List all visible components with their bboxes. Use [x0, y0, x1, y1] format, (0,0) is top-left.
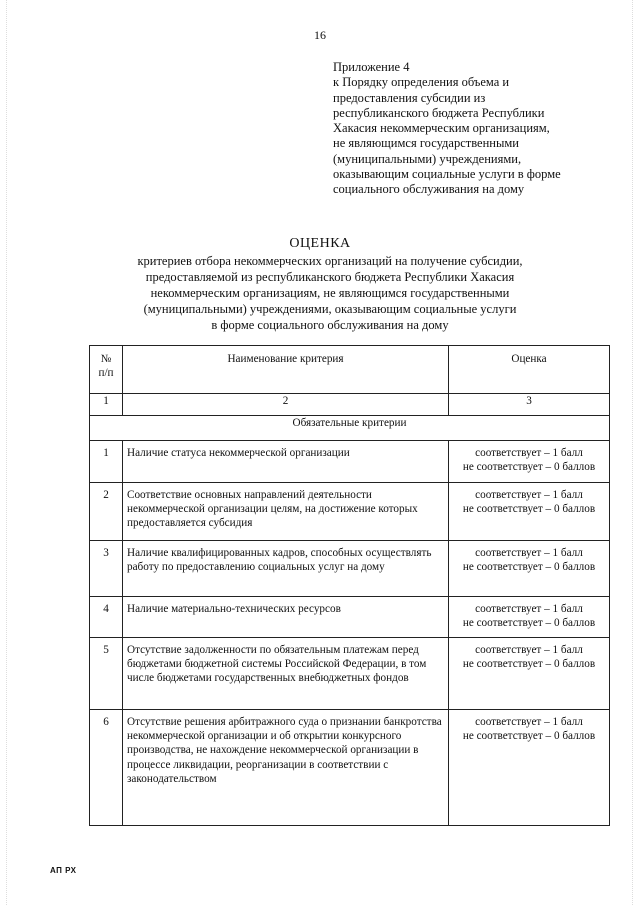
row-criterion: Отсутствие задолженности по обязательным платежам перед бюджетами бюджетной системы Российской Федерации, в том числе бюджетами государственных внебюджетных фондов: [123, 638, 449, 710]
score-yes: соответствует – 1 балл: [475, 603, 583, 615]
appendix-line: оказывающим социальные услуги в форме: [333, 167, 561, 182]
score-no: не соответствует – 0 баллов: [462, 617, 596, 630]
appendix-line: предоставления субсидии из: [333, 90, 486, 105]
score-yes: соответствует – 1 балл: [475, 547, 583, 559]
score-no: не соответствует – 0 баллов: [462, 730, 596, 743]
appendix-line: Приложение 4: [333, 60, 410, 74]
table-row: [90, 541, 610, 597]
row-score: [449, 710, 610, 826]
row-num: 4: [90, 597, 123, 638]
row-criterion: Наличие квалифицированных кадров, способных осуществлять работу по предоставлению социальных услуг на дому: [123, 541, 449, 597]
header-num-line1: №: [100, 353, 112, 365]
row-score: [449, 541, 610, 597]
header-num: [90, 346, 123, 394]
page-number: 16: [314, 28, 326, 42]
criteria-table: [89, 345, 610, 826]
subtitle-line: в форме социального обслуживания на дому: [211, 318, 449, 332]
appendix-line: (муниципальными) учреждениями,: [333, 151, 522, 166]
row-criterion: Отсутствие решения арбитражного суда о признании банкротства некоммерческой организации и об открытии конкурсного производства, не нахождение некоммерческой организации в процессе ликвидации, реорганизации в соответствии с законодательством: [123, 710, 449, 826]
score-no: не соответствует – 0 баллов: [462, 461, 596, 474]
appendix-line: Хакасия некоммерческим организациям,: [333, 121, 550, 136]
column-number: 1: [90, 394, 123, 416]
row-num: 5: [90, 638, 123, 710]
row-criterion: Наличие статуса некоммерческой организации: [123, 441, 449, 483]
table-row: [90, 638, 610, 710]
column-number: 2: [123, 394, 449, 416]
score-no: не соответствует – 0 баллов: [462, 658, 596, 671]
subtitle-line: некоммерческим организациям, не являющимся государственными: [150, 286, 510, 300]
table-row: [90, 441, 610, 483]
scan-edge-right: [632, 0, 634, 905]
row-num: 3: [90, 541, 123, 597]
subtitle-line: предоставляемой из республиканского бюджета Республики Хакасия: [145, 270, 515, 284]
score-yes: соответствует – 1 балл: [475, 447, 583, 459]
subtitle-line: критериев отбора некоммерческих организаций на получение субсидии,: [137, 254, 523, 268]
document-title: ОЦЕНКА: [289, 236, 351, 251]
appendix-line: к Порядку определения объема и: [333, 75, 510, 90]
document-subtitle: [70, 253, 590, 333]
row-score: [449, 597, 610, 638]
row-criterion: Наличие материально-технических ресурсов: [123, 597, 449, 638]
row-score: [449, 638, 610, 710]
column-numbers-row: [90, 394, 610, 416]
section-row: [90, 416, 610, 441]
scan-edge-left: [6, 0, 8, 905]
score-yes: соответствует – 1 балл: [475, 644, 583, 656]
header-num-line2: п/п: [98, 367, 114, 379]
table-row: [90, 483, 610, 541]
table-header-row: [90, 346, 610, 394]
column-number: 3: [449, 394, 610, 416]
score-no: не соответствует – 0 баллов: [462, 561, 596, 574]
table-row: [90, 597, 610, 638]
appendix-line: республиканского бюджета Республики: [333, 105, 545, 120]
row-score: [449, 483, 610, 541]
row-score: [449, 441, 610, 483]
row-criterion: Соответствие основных направлений деятельности некоммерческой организации целям, на достижение которых предоставляется субсидия: [123, 483, 449, 541]
header-score: Оценка: [449, 346, 610, 394]
appendix-line: социального обслуживания на дому: [333, 182, 525, 197]
row-num: 2: [90, 483, 123, 541]
score-yes: соответствует – 1 балл: [475, 716, 583, 728]
footer-stamp: АП РХ: [50, 866, 77, 875]
table-row: [90, 710, 610, 826]
appendix-block: [333, 60, 623, 198]
score-no: не соответствует – 0 баллов: [462, 503, 596, 516]
header-name: Наименование критерия: [123, 346, 449, 394]
subtitle-line: (муниципальными) учреждениями, оказывающим социальные услуги: [143, 302, 517, 316]
appendix-line: не являющимся государственными: [333, 136, 519, 151]
row-num: 1: [90, 441, 123, 483]
score-yes: соответствует – 1 балл: [475, 489, 583, 501]
section-title: Обязательные критерии: [90, 416, 610, 441]
row-num: 6: [90, 710, 123, 826]
